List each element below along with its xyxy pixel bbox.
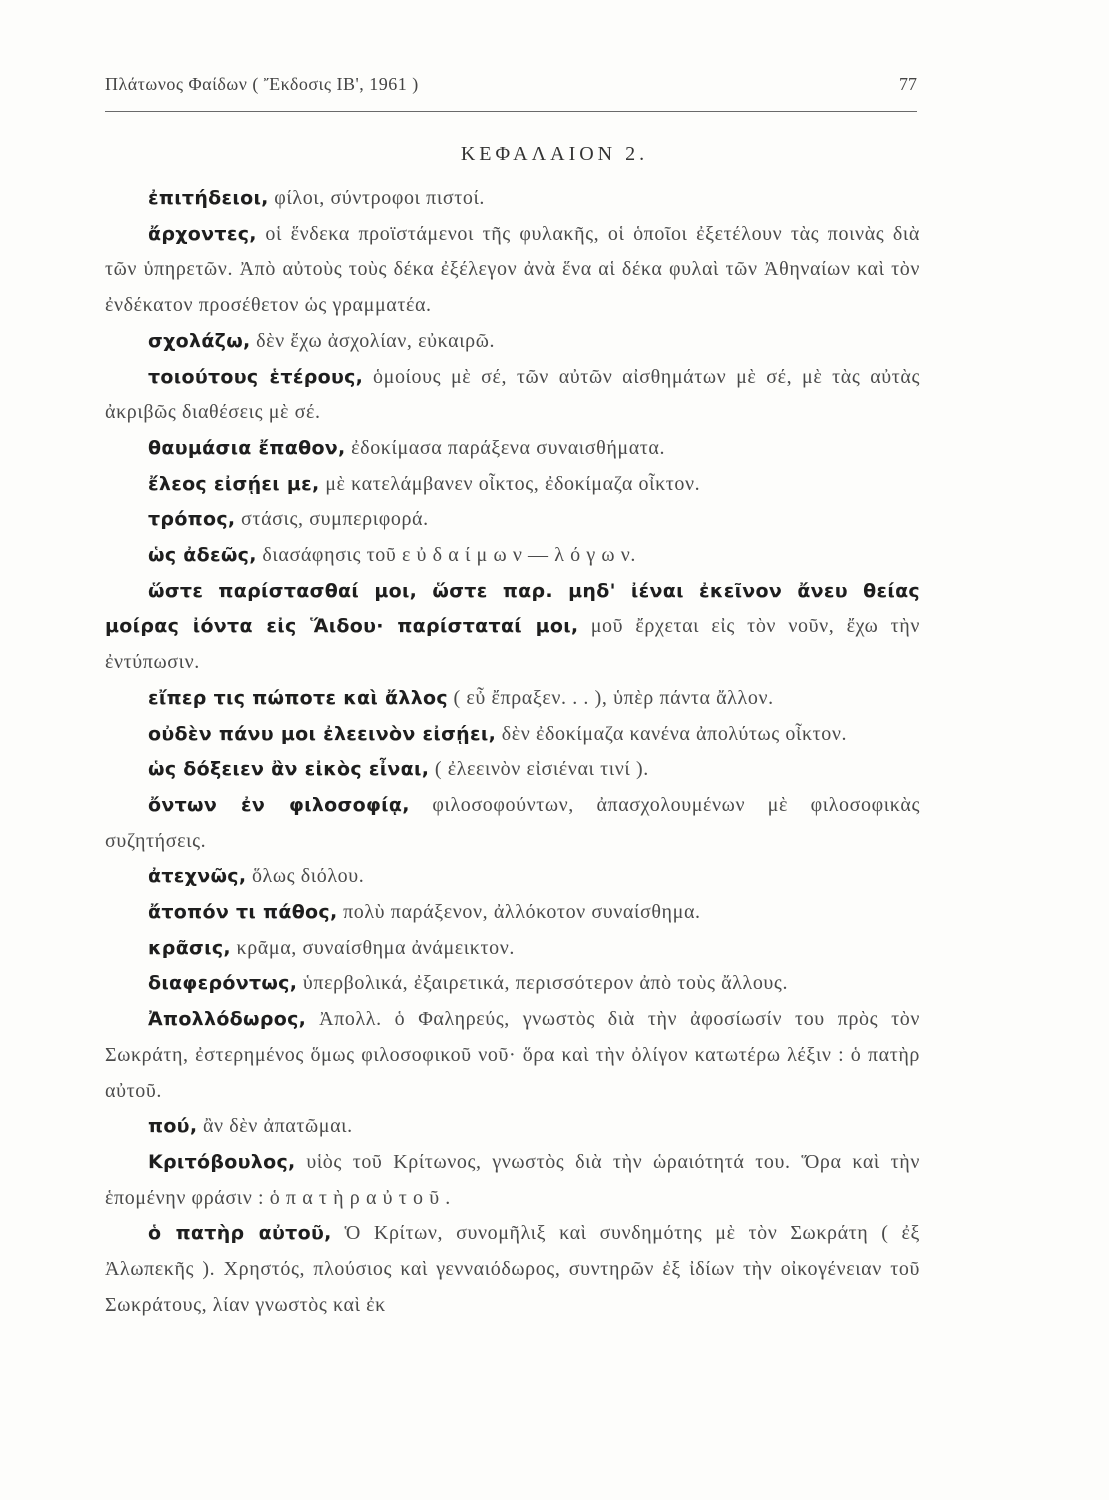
entry-term: ἐπιτήδειοι, — [148, 187, 269, 209]
entry-term: ὥστε παρίστασθαί μοι, ὥστε παρ. μηδ' ἰέναι ἐκεῖνον ἄνευ θείας μοίρας ἰόντα εἰς Ἅιδου· παρίσταταί μοι, — [105, 579, 920, 638]
glossary-entry — [105, 467, 920, 503]
entry-definition: ( εὖ ἔπραξεν. . . ), ὑπὲρ πάντα ἄλλον. — [447, 686, 774, 709]
entry-term: Ἀπολλόδωρος, — [148, 1008, 307, 1031]
entry-term: οὐδὲν πάνυ μοι ἐλεεινὸν εἰσῄει, — [148, 722, 497, 745]
entry-term: ὁ πατὴρ αὐτοῦ, — [148, 1222, 332, 1245]
glossary-entry — [105, 752, 920, 788]
entry-term: θαυμάσια ἔπαθον, — [148, 436, 346, 459]
glossary-entry — [105, 431, 920, 467]
entry-term: Κριτόβουλος, — [148, 1150, 296, 1173]
glossary-entry — [105, 931, 920, 967]
entry-term: διαφερόντως, — [148, 972, 298, 995]
entry-definition: μοῦ ἔρχεται εἰς τὸν νοῦν, ἔχω τὴν ἐντύπωσιν. — [105, 615, 920, 674]
entry-term: σχολάζω, — [148, 329, 251, 352]
entry-definition: μὲ κατελάμβανεν οἶκτος, ἐδοκίμαζα οἶκτον. — [319, 472, 701, 495]
glossary-entry — [105, 538, 920, 574]
glossary-entry — [105, 681, 920, 717]
entry-term: εἴπερ τις πώποτε καὶ ἄλλος — [148, 686, 448, 709]
entry-definition: κρᾶμα, συναίσθημα ἀνάμεικτον. — [230, 936, 515, 959]
glossary-entry — [105, 217, 920, 324]
glossary-entry — [105, 360, 920, 431]
header-rule — [105, 111, 917, 112]
glossary-entry — [105, 502, 920, 538]
header-title: Πλάτωνος Φαίδων ( Ἔκδοσις ΙΒ', 1961 ) — [105, 74, 419, 94]
entry-definition: οἱ ἕνδεκα προϊστάμενοι τῆς φυλακῆς, οἱ ὁποῖοι ἐξετέλουν τὰς ποινὰς διὰ τῶν ὑπηρετῶν. Ἀπὸ αὐτοὺς τοὺς δέκα ἐξέλεγον ἀνὰ ἕνα αἱ δέκα φυλαὶ τῶν Ἀθηναίων καὶ τὸν ἐνδέκατον προσέθετον ὡς γραμματέα. — [105, 222, 920, 317]
glossary-entry — [105, 181, 920, 217]
entry-term: ἄρχοντες, — [148, 222, 257, 245]
entry-term: ἄτοπόν τι πάθος, — [148, 901, 338, 924]
entry-definition: ἂν δὲν ἀπατῶμαι. — [197, 1115, 353, 1138]
entry-definition: Ὁ Κρίτων, συνομῆλιξ καὶ συνδημότης μὲ τὸν Σωκράτη ( ἐξ Ἀλωπεκῆς ). Χρηστός, πλούσιος καὶ γενναιόδωρος, συντηρῶν ἐξ ἰδίων τὴν οἰκογένειαν τοῦ Σωκράτους, λίαν γνωστὸς καὶ ἐκ — [105, 1222, 920, 1316]
glossary-entry — [105, 717, 920, 753]
entry-term: ἀτεχνῶς, — [148, 865, 247, 888]
entry-term: ὄντων ἐν φιλοσοφίᾳ, — [148, 793, 410, 816]
entry-definition: δὲν ἐδοκίμαζα κανένα ἀπολύτως οἶκτον. — [496, 722, 848, 745]
glossary-entry — [105, 788, 920, 859]
entry-definition: Ἀπολλ. ὁ Φαληρεύς, γνωστὸς διὰ τὴν ἀφοσίωσίν του πρὸς τὸν Σωκράτη, ἐστερημένος ὅμως φιλοσοφικοῦ νοῦ· ὅρα καὶ τὴν ὀλίγον κατωτέρω λέξιν : ὁ πατὴρ αὐτοῦ. — [105, 1008, 920, 1102]
page-number: 77 — [899, 74, 917, 94]
entry-definition: δὲν ἔχω ἀσχολίαν, εὐκαιρῶ. — [250, 329, 496, 352]
entry-definition: ( ἐλεεινὸν εἰσιέναι τινί ). — [429, 758, 649, 781]
entry-definition: ἐδοκίμασα παράξενα συναισθήματα. — [345, 436, 666, 459]
entry-definition: ὑπερβολικά, ἐξαιρετικά, περισσότερον ἀπὸ τοὺς ἄλλους. — [297, 972, 789, 995]
glossary-entry — [105, 1216, 920, 1323]
entry-term: τοιούτους ἑτέρους, — [148, 365, 364, 388]
entry-definition: ὅλως διόλου. — [246, 865, 365, 888]
entry-term: ἔλεος εἰσῄει με, — [148, 472, 320, 495]
entry-term: τρόπος, — [148, 508, 236, 531]
entry-term: ὡς ἀδεῶς, — [148, 544, 257, 567]
entry-definition: στάσις, συμπεριφορά. — [235, 508, 429, 531]
entry-definition: ὁμοίους μὲ σέ, τῶν αὐτῶν αἰσθημάτων μὲ σέ, μὲ τὰς αὐτὰς ἀκριβῶς διαθέσεις μὲ σέ. — [105, 365, 921, 424]
entry-term: πού, — [148, 1115, 198, 1138]
glossary-entry — [105, 574, 920, 681]
glossary-entry — [105, 859, 920, 895]
chapter-title: ΚΕΦΑΛΑΙΟΝ 2. — [460, 143, 649, 165]
entry-definition: υἱὸς τοῦ Κρίτωνος, γνωστὸς διὰ τὴν ὡραιότητά του. Ὅρα καὶ τὴν ἑπομένην φράσιν : ὁ π α τ ὴ ρ α ὐ τ ο ῦ . — [105, 1150, 920, 1209]
entry-definition: φιλοσοφούντων, ἀπασχολουμένων μὲ φιλοσοφικὰς συζητήσεις. — [105, 793, 920, 852]
glossary-entry — [105, 966, 920, 1002]
glossary-entry — [105, 1002, 920, 1109]
running-header — [105, 70, 917, 106]
entry-term: κρᾶσις, — [148, 936, 231, 959]
entry-term: ὡς δόξειεν ἂν εἰκὸς εἶναι, — [148, 758, 430, 781]
entry-definition: διασάφησις τοῦ ε ὐ δ α ί μ ω ν — λ ό γ ω ν. — [256, 544, 637, 567]
glossary-entry — [105, 324, 920, 360]
glossary-entry — [105, 1109, 920, 1145]
glossary-body — [105, 181, 920, 1324]
glossary-entry — [105, 1145, 920, 1216]
entry-definition: φίλοι, σύντροφοι πιστοί. — [268, 187, 486, 209]
entry-definition: πολὺ παράξενον, ἀλλόκοτον συναίσθημα. — [337, 901, 701, 924]
glossary-entry — [105, 895, 920, 931]
